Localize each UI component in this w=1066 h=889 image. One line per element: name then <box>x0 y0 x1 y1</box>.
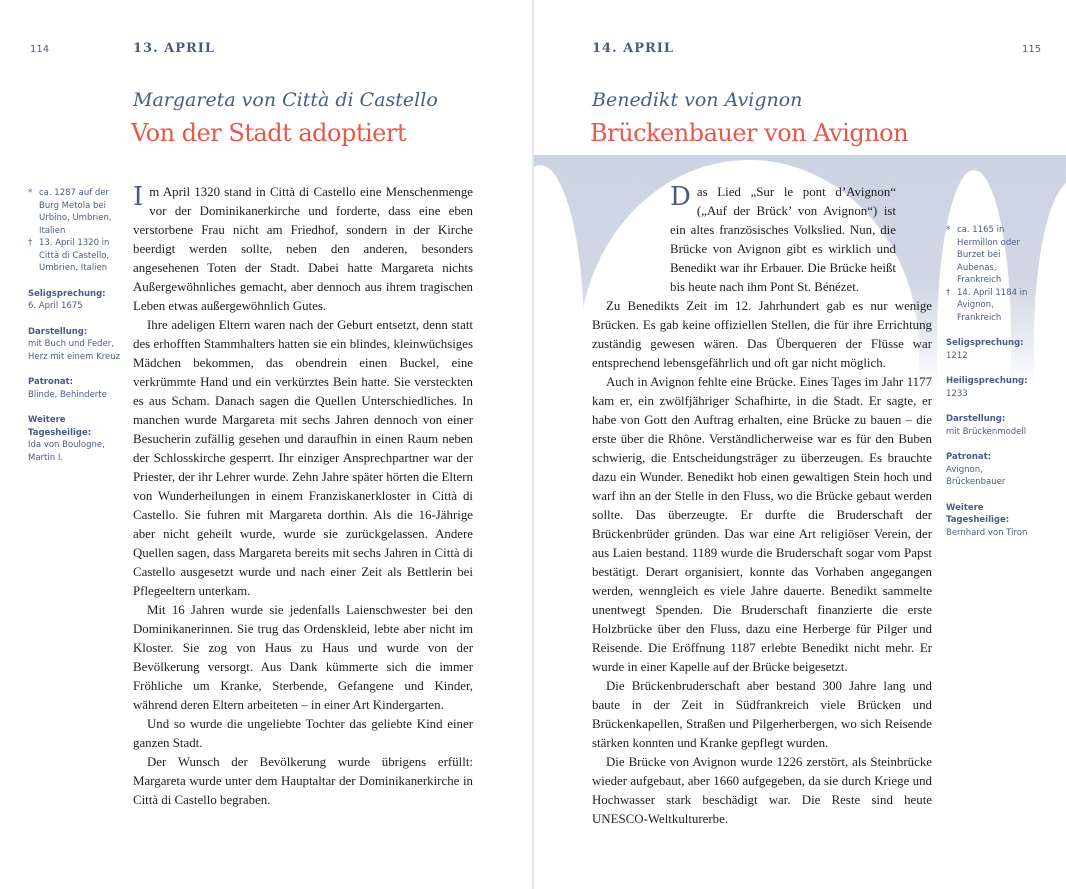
depiction-value: mit Brückenmodell <box>946 426 1027 437</box>
beatification-value: 6. April 1675 <box>28 301 83 311</box>
page-number: 114 <box>30 44 50 55</box>
birth-info: * ca. 1165 in Hermillon oder Burzet bei Aubenas, Frankreich <box>946 225 1020 285</box>
paragraph: Im April 1320 stand in Città di Castello eine Menschenmenge vor der Dominikanerkirche und forderte, dass eine eben verstorbene Frau nicht am Friedhof, sondern in der Kirche beerdigt werden sollte, neben den anderen, besonders angesehenen Toten der Stadt. Dabei hatte Margareta nichts Außergewöhnliches gemacht, aber dennoch aus ihrem tragischen Leben etwas außergewöhnlich Gutes. <box>133 182 473 313</box>
dagger-icon: † <box>28 238 33 248</box>
canonization-label: Heiligsprechung: <box>946 376 1028 386</box>
running-head-date: 13. APRIL <box>133 41 216 56</box>
chapter-headline: Von der Stadt adoptiert <box>131 119 406 147</box>
paragraph: Zu Benedikts Zeit im 12. Jahrhundert gab es nur wenige Brücken. Es gab keine offiziellen Stellen, die für ihre Errichtung zuständig gewesen wären. Das Überqueren der Flüsse war entsprechend lebensgefährlich und oft gar nicht möglich. <box>592 299 932 370</box>
depiction-label: Darstellung: <box>946 414 1006 424</box>
beatification-label: Seligsprechung: <box>946 338 1024 348</box>
other-saints-label: Weitere Tagesheilige: <box>946 502 1010 525</box>
right-page <box>534 0 1066 889</box>
chapter-headline: Brückenbauer von Avignon <box>590 119 909 147</box>
birth-symbol-icon: * <box>28 188 33 198</box>
patronage-label: Patronat: <box>946 452 992 462</box>
sidebar-facts <box>946 224 1038 539</box>
canonization-value: 1233 <box>946 388 968 399</box>
birth-symbol-icon: * <box>946 225 951 235</box>
birth-info: * ca. 1287 auf der Burg Metola bei Urbino, Umbrien, Italien <box>28 188 112 236</box>
left-page <box>0 0 532 889</box>
other-saints-label: Weitere Tagesheilige: <box>28 415 92 438</box>
patronage-value: Avignon, Brückenbauer <box>946 464 1006 487</box>
body-text <box>592 183 932 829</box>
drop-cap: D <box>670 182 691 212</box>
running-head-date: 14. APRIL <box>592 41 675 56</box>
paragraph: Die Brückenbruderschaft aber bestand 300 Jahre lang und baute in der Zeit in Südfrankreich viele Brücken und Brückenkapellen, Straßen und Pilgerherbergen, wo sich Reisende stärken konnten und Kranke gepflegt wurden. <box>592 679 932 750</box>
drop-cap: I <box>133 182 144 212</box>
saint-name: Benedikt von Avignon <box>592 89 803 111</box>
death-info: † 14. April 1184 in Avignon, Frankreich <box>946 287 1028 323</box>
sidebar-facts <box>28 187 124 464</box>
depiction-label: Darstellung: <box>28 326 88 337</box>
death-info: † 13. April 1320 in Città di Castello, Umbrien, Italien <box>28 238 110 273</box>
saint-name: Margareta von Città di Castello <box>133 89 438 111</box>
dagger-icon: † <box>946 287 951 298</box>
paragraph: Auch in Avignon fehlte eine Brücke. Eines Tages im Jahr 1177 kam er, ein zwölfjähriger Schafhirte, in die Stadt. Er sagte, er habe von Gott den Auftrag erhalten, eine Brücke zu bauen – die erste über die Rhône. Verständlicherweise war es für den Buben schwierig, die Entscheidungsträger zu überzeugen. Es brauchte dazu ein Wunder. Benedikt hob einen gewaltigen Stein hoch und warf ihn an der Stelle in den Fluss, wo die Brücke gebaut werden sollte. Das überzeugte. Er durfte die Bruderschaft der Brückenbrüder gründen. Das war eine Art religiöser Verein, der aus Laien bestand. 1189 wurde die Bruderschaft sogar vom Papst bestätigt. Derart organisiert, konnte das Vorhaben angegangen werden, wenngleich es viele Jahre dauerte. Benedikt sammelte unentwegt Spenden. Die Bruderschaft finanzierte die erste Holzbrücke über den Fluss, dazu eine Herberge für Pilger und Reisende. Die Eröffnung 1187 erlebte Benedikt nicht mehr. Er wurde in einer Kapelle auf der Brücke beigesetzt. <box>592 375 932 674</box>
paragraph: Der Wunsch der Bevölkerung wurde übrigens erfüllt: Margareta wurde unter dem Hauptaltar der Dominikanerkirche in Città di Castello begraben. <box>133 755 473 807</box>
beatification-value: 1212 <box>946 350 968 361</box>
patronage-label: Patronat: <box>28 377 74 387</box>
beatification-label: Seligsprechung: <box>28 288 106 299</box>
paragraph: Das Lied „Sur le pont d’Avignon“ („Auf der Brück’ von Avignon“) ist ein altes französisches Volkslied. Nun, die Brücke von Avignon gibt es wirklich und Benedikt war ihr Erbauer. Die Brücke heißt bis heute nach ihm Pont St. Bénézet. <box>670 182 896 294</box>
other-saints-value: Ida von Boulogne, Martin I. <box>28 440 105 463</box>
depiction-value: mit Buch und Feder, Herz mit einem Kreuz <box>28 339 121 362</box>
paragraph: Und so wurde die ungeliebte Tochter das geliebte Kind einer ganzen Stadt. <box>133 717 473 750</box>
other-saints-value: Bernhard von Tiron <box>946 527 1028 538</box>
patronage-value: Blinde, Behinderte <box>28 389 107 400</box>
body-text <box>133 183 473 810</box>
page-number: 115 <box>1022 44 1042 55</box>
paragraph: Die Brücke von Avignon wurde 1226 zerstört, als Steinbrücke wieder aufgebaut, aber 1660 aufgegeben, da sie durch Kriege und Hochwasser stark beschädigt war. Die Reste sind heute UNESCO-Weltkulturerbe. <box>592 755 932 826</box>
paragraph: Ihre adeligen Eltern waren nach der Geburt entsetzt, denn statt des erhofften Stammhalters hatten sie ein blindes, kleinwüchsiges Mädchen bekommen, das obendrein einen Buckel, eine verkrümmte Hand und ein verkürztes Bein hatte. Sie versteckten es aus Scham. Danach sagen die Quellen Unterschiedliches. In manchen wurde Margareta mit sechs Jahren dennoch von einer Besucherin zufällig gesehen und daraufhin in einen Raum neben der Schlosskirche gesperrt. Ihr einziger Ansprechpartner war der Priester, der ihr Lehrer wurde. Zehn Jahre später hörten die Eltern von Wunderheilungen in einem Franziskanerkloster in Città di Castello. Sie fuhren mit Margareta dorthin. Als die 16-Jährige aber nicht geheilt wurde, wurde sie zurückgelassen. Andere Quellen sagen, dass Margareta bereits mit sechs Jahren in Città di Castello ausgesetzt wurde und nach einer Zeit als Bettlerin bei Pflegeeltern unterkam. <box>133 318 473 598</box>
paragraph: Mit 16 Jahren wurde sie jedenfalls Laienschwester bei den Dominikanerinnen. Sie trug das Ordenskleid, lebte aber nicht im Kloster. Sie zog von Haus zu Haus und wurde von der Bevölkerung versorgt. Aus Dank kümmerte sich die immer Fröhliche um Kranke, Sterbende, Gefangene und Kinder, während deren Eltern arbeiteten – in einer Art Kindergarten. <box>133 603 473 712</box>
